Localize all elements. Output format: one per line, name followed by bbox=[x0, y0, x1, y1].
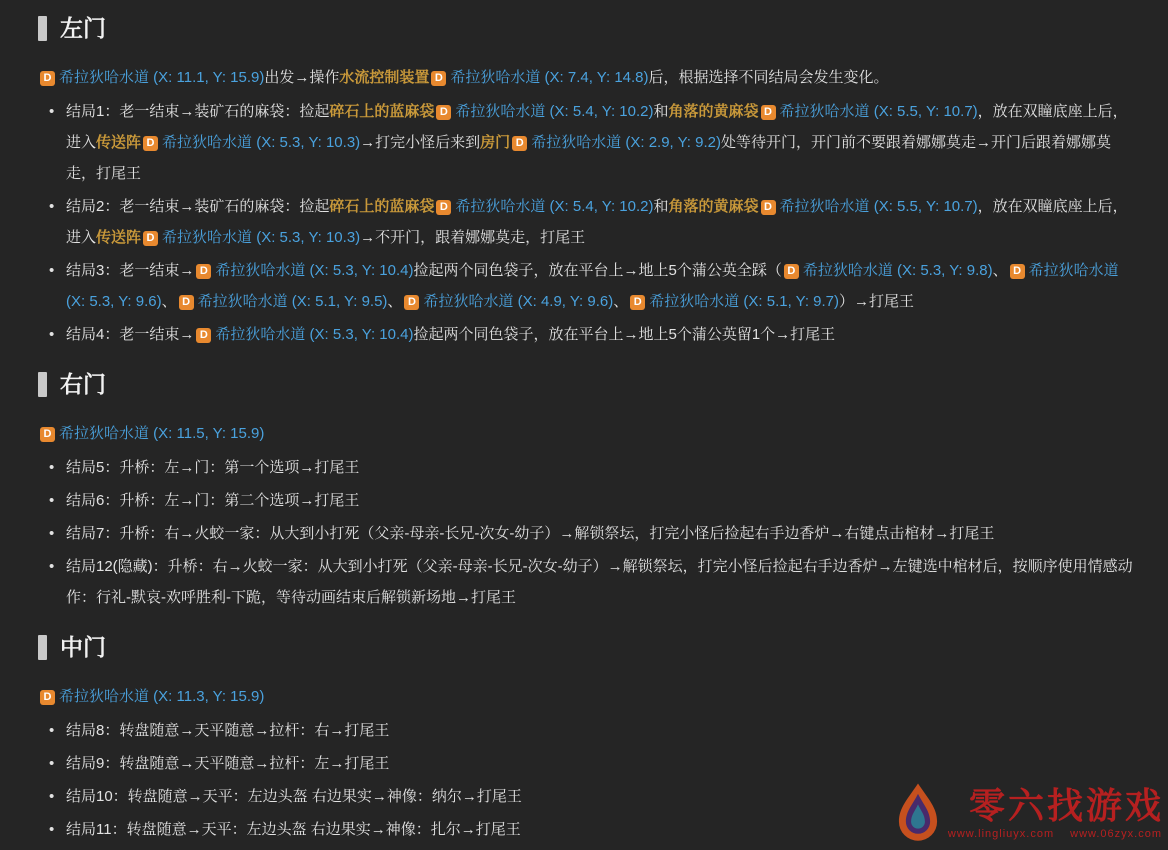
text-run: 、 bbox=[613, 293, 629, 310]
text-run: 结局2：老一结束→装矿石的麻袋：捡起 bbox=[66, 198, 330, 215]
highlight-text: 角落的黄麻袋 bbox=[668, 198, 759, 215]
watermark-url-left: www.lingliuyx.com bbox=[947, 828, 1055, 840]
map-marker-icon: D bbox=[761, 105, 776, 120]
section-intro bbox=[38, 681, 1138, 712]
text-run: 结局9：转盘随意→天平随意→拉杆：左→打尾王 bbox=[66, 755, 390, 772]
map-link[interactable] bbox=[628, 293, 839, 310]
map-link-label: 希拉狄哈水道 (X: 5.4, Y: 10.2) bbox=[455, 198, 654, 215]
map-link-label: 希拉狄哈水道 (X: 5.3, Y: 10.3) bbox=[162, 229, 361, 246]
map-link-label: 希拉狄哈水道 (X: 11.1, Y: 15.9) bbox=[59, 69, 265, 86]
map-link[interactable] bbox=[510, 134, 721, 151]
map-link-label: 希拉狄哈水道 (X: 4.9, Y: 9.6) bbox=[423, 293, 614, 310]
highlight-text: 水流控制装置 bbox=[339, 69, 430, 86]
ending-item bbox=[38, 748, 1138, 779]
map-marker-icon: D bbox=[436, 105, 451, 120]
map-link-label: 希拉狄哈水道 (X: 5.3, Y: 10.4) bbox=[215, 326, 414, 343]
site-watermark bbox=[892, 781, 1164, 850]
section-2 bbox=[38, 370, 1138, 613]
text-run: ，放在双瞳底座上后，进入 bbox=[66, 198, 1128, 246]
text-run: 结局12(隐藏)：升桥：右→火蛟一家：从大到小打死（父亲-母亲-长兄-次女-幼子）→解锁祭坛，打完小怪后捡起右手边香炉→左键选中棺材后，按顺序使用情感动作：行礼-默哀-欢呼胜利-下跪，等待动画结束后解锁新场地→打尾王 bbox=[66, 558, 1133, 606]
highlight-text: 传送阵 bbox=[96, 229, 142, 246]
map-link-label: 希拉狄哈水道 (X: 5.3, Y: 10.3) bbox=[162, 134, 361, 151]
map-marker-icon: D bbox=[40, 690, 55, 705]
map-link-label: 希拉狄哈水道 (X: 5.1, Y: 9.5) bbox=[197, 293, 388, 310]
text-run: 结局6：升桥：左→门：第二个选项→打尾王 bbox=[66, 492, 360, 509]
map-marker-icon: D bbox=[404, 295, 419, 310]
section-title: 左门 bbox=[60, 15, 106, 41]
map-marker-icon: D bbox=[40, 71, 55, 86]
map-marker-icon: D bbox=[179, 295, 194, 310]
map-link[interactable] bbox=[38, 425, 264, 442]
map-link-label: 希拉狄哈水道 (X: 11.3, Y: 15.9) bbox=[59, 688, 265, 705]
map-marker-icon: D bbox=[630, 295, 645, 310]
section-header bbox=[38, 370, 1138, 398]
map-marker-icon: D bbox=[143, 136, 158, 151]
map-marker-icon: D bbox=[1010, 264, 1025, 279]
map-link[interactable] bbox=[434, 103, 653, 120]
section-header-bar bbox=[38, 635, 47, 660]
map-link[interactable] bbox=[759, 103, 978, 120]
watermark-url-right: www.06zyx.com bbox=[1070, 828, 1162, 840]
map-link[interactable] bbox=[402, 293, 613, 310]
text-run: 结局4：老一结束→ bbox=[66, 326, 195, 343]
section-header bbox=[38, 14, 1138, 42]
map-link[interactable] bbox=[177, 293, 388, 310]
map-link[interactable] bbox=[38, 69, 264, 86]
ending-item bbox=[38, 518, 1138, 549]
text-run: →不开门，跟着娜娜莫走，打尾王 bbox=[360, 229, 586, 246]
map-marker-icon: D bbox=[784, 264, 799, 279]
map-link-label: 希拉狄哈水道 (X: 5.3, Y: 9.6) bbox=[66, 262, 1119, 310]
brand-flame-logo bbox=[892, 781, 944, 850]
map-link[interactable] bbox=[194, 262, 413, 279]
section-intro bbox=[38, 418, 1138, 449]
text-run: 结局8：转盘随意→天平随意→拉杆：右→打尾王 bbox=[66, 722, 390, 739]
text-run: 和 bbox=[653, 198, 669, 215]
map-marker-icon: D bbox=[512, 136, 527, 151]
text-run: 、 bbox=[992, 262, 1008, 279]
text-run: 捡起两个同色袋子，放在平台上→地上5个蒲公英全踩（ bbox=[413, 262, 782, 279]
endings-list bbox=[38, 96, 1138, 350]
text-run: ）→打尾王 bbox=[839, 293, 915, 310]
text-run: ，放在双瞳底座上后，进入 bbox=[66, 103, 1128, 151]
map-marker-icon: D bbox=[196, 328, 211, 343]
map-link[interactable] bbox=[782, 262, 993, 279]
highlight-text: 房门 bbox=[480, 134, 511, 151]
map-marker-icon: D bbox=[143, 231, 158, 246]
section-header bbox=[38, 633, 1138, 661]
watermark-brand-text: 零六找游戏 bbox=[968, 786, 1164, 826]
map-link[interactable] bbox=[429, 69, 648, 86]
ending-item bbox=[38, 715, 1138, 746]
text-run: 结局11：转盘随意→天平：左边头盔 右边果实→神像：扎尔→打尾王 bbox=[66, 821, 521, 838]
section-header-bar bbox=[38, 16, 47, 41]
highlight-text: 碎石上的蓝麻袋 bbox=[329, 198, 435, 215]
text-run: 捡起两个同色袋子，放在平台上→地上5个蒲公英留1个→打尾王 bbox=[413, 326, 836, 343]
map-link-label: 希拉狄哈水道 (X: 5.1, Y: 9.7) bbox=[649, 293, 840, 310]
text-run: 结局10：转盘随意→天平：左边头盔 右边果实→神像：纳尔→打尾王 bbox=[66, 788, 522, 805]
map-link-label: 希拉狄哈水道 (X: 11.5, Y: 15.9) bbox=[59, 425, 265, 442]
ending-item bbox=[38, 452, 1138, 483]
map-link-label: 希拉狄哈水道 (X: 7.4, Y: 14.8) bbox=[450, 69, 649, 86]
map-link-label: 希拉狄哈水道 (X: 5.4, Y: 10.2) bbox=[455, 103, 654, 120]
section-header-bar bbox=[38, 372, 47, 397]
map-link-label: 希拉狄哈水道 (X: 5.3, Y: 10.4) bbox=[215, 262, 414, 279]
map-link-label: 希拉狄哈水道 (X: 5.3, Y: 9.8) bbox=[802, 262, 993, 279]
text-run: 、 bbox=[161, 293, 177, 310]
map-link-label: 希拉狄哈水道 (X: 5.5, Y: 10.7) bbox=[779, 103, 978, 120]
ending-item bbox=[38, 191, 1138, 253]
text-run: 结局7：升桥：右→火蛟一家：从大到小打死（父亲-母亲-长兄-次女-幼子）→解锁祭坛，打完小怪后捡起右手边香炉→右键点击棺材→打尾王 bbox=[66, 525, 995, 542]
map-marker-icon: D bbox=[40, 427, 55, 442]
ending-item bbox=[38, 255, 1138, 317]
text-run: 结局1：老一结束→装矿石的麻袋：捡起 bbox=[66, 103, 330, 120]
ending-item bbox=[38, 551, 1138, 613]
text-run: 后，根据选择不同结局会发生变化。 bbox=[648, 69, 889, 86]
section-1 bbox=[38, 14, 1138, 350]
text-run: →打完小怪后来到 bbox=[360, 134, 481, 151]
text-run: 出发→操作 bbox=[264, 69, 340, 86]
ending-item bbox=[38, 485, 1138, 516]
map-link[interactable] bbox=[141, 229, 360, 246]
map-link-label: 希拉狄哈水道 (X: 5.5, Y: 10.7) bbox=[779, 198, 978, 215]
map-marker-icon: D bbox=[436, 200, 451, 215]
map-marker-icon: D bbox=[761, 200, 776, 215]
map-link[interactable] bbox=[194, 326, 413, 343]
section-intro bbox=[38, 62, 1138, 93]
endings-list bbox=[38, 452, 1138, 613]
ending-item bbox=[38, 319, 1138, 350]
text-run: 结局5：升桥：左→门：第一个选项→打尾王 bbox=[66, 459, 360, 476]
text-run: 处等待开门，开门前不要跟着娜娜莫走→开门后跟着娜娜莫走，打尾王 bbox=[66, 134, 1111, 182]
map-marker-icon: D bbox=[196, 264, 211, 279]
ending-item bbox=[38, 96, 1138, 189]
map-link[interactable] bbox=[141, 134, 360, 151]
text-run: 、 bbox=[387, 293, 403, 310]
map-link-label: 希拉狄哈水道 (X: 2.9, Y: 9.2) bbox=[531, 134, 721, 151]
highlight-text: 碎石上的蓝麻袋 bbox=[329, 103, 435, 120]
highlight-text: 角落的黄麻袋 bbox=[668, 103, 759, 120]
map-link[interactable] bbox=[759, 198, 978, 215]
map-marker-icon: D bbox=[431, 71, 446, 86]
text-run: 结局3：老一结束→ bbox=[66, 262, 195, 279]
section-title: 中门 bbox=[60, 634, 106, 660]
section-title: 右门 bbox=[60, 371, 106, 397]
map-link[interactable] bbox=[38, 688, 264, 705]
highlight-text: 传送阵 bbox=[96, 134, 142, 151]
text-run: 和 bbox=[653, 103, 669, 120]
map-link[interactable] bbox=[434, 198, 653, 215]
